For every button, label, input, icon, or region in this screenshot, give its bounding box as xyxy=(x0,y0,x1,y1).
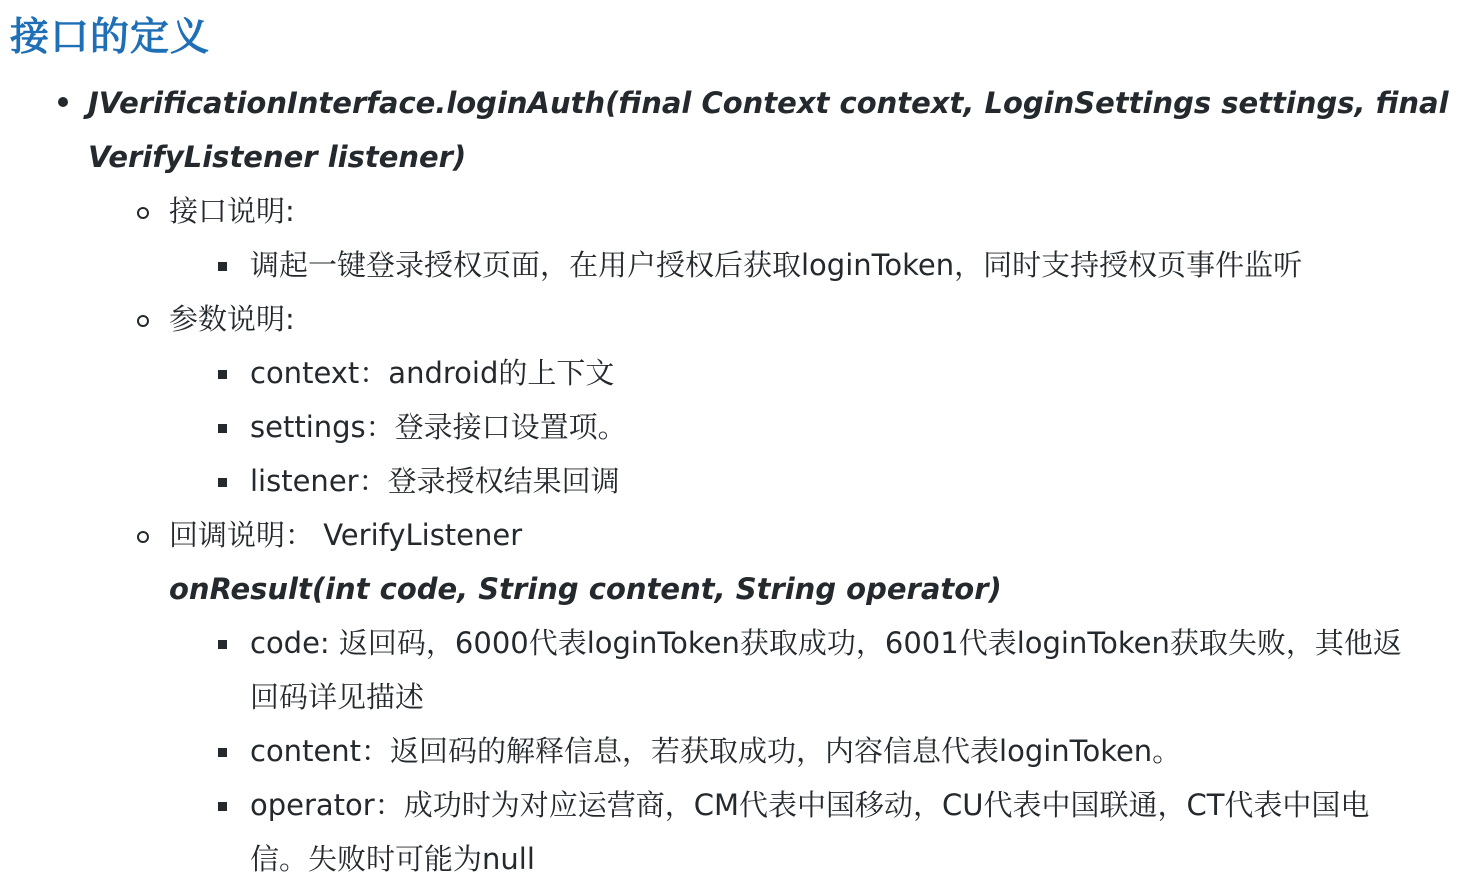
interface-desc-item: 调起一键登录授权页面，在用户授权后获取loginToken，同时支持授权页事件监听 xyxy=(250,248,1303,282)
method-signature-line2: VerifyListener listener) xyxy=(88,140,467,174)
callback-desc-label: 回调说明： VerifyListener xyxy=(169,518,523,552)
callback-item-operator-line2: 信。失败时可能为null xyxy=(250,842,535,876)
method-signature-line1: JVerificationInterface.loginAuth(final Context context, LoginSettings settings, final xyxy=(88,86,1449,120)
param-item-settings: settings：登录接口设置项。 xyxy=(250,410,627,444)
page-title: 接口的定义 xyxy=(10,15,211,60)
list-bullet-circle xyxy=(137,207,149,219)
param-item-context: context：android的上下文 xyxy=(250,356,615,390)
callback-item-code-line1: code: 返回码，6000代表loginToken获取成功，6001代表loginToken获取失败，其他返 xyxy=(250,626,1402,660)
list-bullet-square xyxy=(218,748,227,757)
list-bullet-square xyxy=(218,262,227,271)
list-bullet-disc xyxy=(58,97,68,107)
params-desc-label: 参数说明: xyxy=(169,302,295,336)
callback-item-operator-line1: operator：成功时为对应运营商，CM代表中国移动，CU代表中国联通，CT代表中国电 xyxy=(250,788,1370,822)
callback-signature: onResult(int code, String content, String operator) xyxy=(169,572,1002,606)
param-item-listener: listener：登录授权结果回调 xyxy=(250,464,620,498)
callback-item-content: content：返回码的解释信息，若获取成功，内容信息代表loginToken。 xyxy=(250,734,1182,768)
list-bullet-square xyxy=(218,370,227,379)
interface-desc-label: 接口说明: xyxy=(169,194,295,228)
list-bullet-square xyxy=(218,640,227,649)
callback-item-code-line2: 回码详见描述 xyxy=(250,680,425,714)
list-bullet-circle xyxy=(137,315,149,327)
list-bullet-square xyxy=(218,478,227,487)
list-bullet-circle xyxy=(137,531,149,543)
list-bullet-square xyxy=(218,424,227,433)
list-bullet-square xyxy=(218,802,227,811)
